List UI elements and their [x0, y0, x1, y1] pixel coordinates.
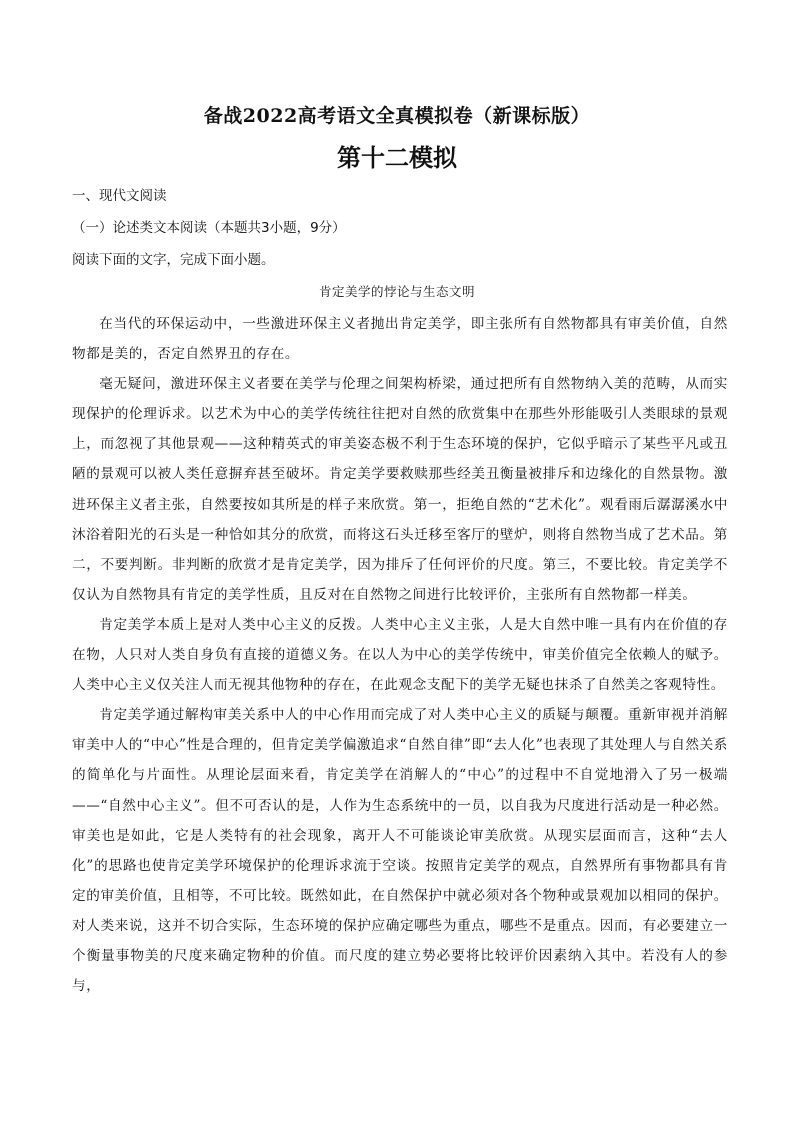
article-paragraph: 肯定美学本质上是对人类中心主义的反拨。人类中心主义主张，人是大自然中唯一具有内在价值的存在物，人只对人类自身负有直接的道德义务。在以人为中心的美学传统中，审美价值完全依赖人的赋予。人类中心主义仅关注人而无视其他物种的存在，在此观念支配下的美学无疑也抹杀了自然美之客观特性。 [72, 616, 728, 694]
article-body [72, 309, 728, 1001]
article-paragraph: 在当代的环保运动中，一些激进环保主义者抛出肯定美学，即主张所有自然物都具有审美价值，自然物都是美的，否定自然界丑的存在。 [72, 316, 728, 363]
section-subheading: （一）论述类文本阅读（本题共3小题，9分） [72, 220, 346, 236]
document-title: 备战2022高考语文全真模拟卷（新课标版） [203, 105, 591, 127]
article-paragraph: 肯定美学通过解构审美关系中人的中心作用而完成了对人类中心主义的质疑与颠覆。重新审视并消解审美中人的“中心”性是合理的，但肯定美学偏激追求“自然自律”即“去人化”也表现了其处理人与自然关系的简单化与片面性。从理论层面来看，肯定美学在消解人的“中心”的过程中不自觉地滑入了另一极端——“自然中心主义”。但不可否认的是，人作为生态系统中的一员，以自我为尺度进行活动是一种必然。审美也是如此，它是人类特有的社会现象，离开人不可能谈论审美欣赏。从现实层面而言，这种“去人化”的思路也使肯定美学环境保护的伦理诉求流于空谈。按照肯定美学的观点，自然界所有事物都具有肯定的审美价值，且相等，不可比较。既然如此，在自然保护中就必须对各个物种或景观加以相同的保护。对人类来说，这并不切合实际，生态环境的保护应确定哪些为重点，哪些不是重点。因而，有必要建立一个衡量事物美的尺度来确定物种的价值。而尺度的建立势必要将比较评价因素纳入其中。若没有人的参与， [72, 707, 728, 995]
reading-instruction: 阅读下面的文字，完成下面小题。 [72, 252, 275, 268]
document-subtitle: 第十二模拟 [337, 144, 457, 172]
article-title: 肯定美学的悖论与生态文明 [318, 284, 475, 299]
section-heading: 一、现代文阅读 [72, 188, 167, 204]
article-paragraph: 毫无疑问，激进环保主义者要在美学与伦理之间架构桥梁，通过把所有自然物纳入美的范畴，从而实现保护的伦理诉求。以艺术为中心的美学传统往往把对自然的欣赏集中在那些外形能吸引人类眼球的景观上，而忽视了其他景观——这种精英式的审美姿态极不利于生态环境的保护，它似乎暗示了某些平凡或丑陋的景观可以被人类任意摒弃甚至破坏。肯定美学要救赎那些经美丑衡量被排斥和边缘化的自然景物。激进环保主义者主张，自然要按如其所是的样子来欣赏。第一，拒绝自然的“艺术化”。观看雨后潺潺溪水中沐浴着阳光的石头是一种恰如其分的欣赏，而将这石头迁移至客厅的壁炉，则将自然物当成了艺术品。第二，不要判断。非判断的欣赏才是肯定美学，因为排斥了任何评价的尺度。第三，不要比较。肯定美学不仅认为自然物具有肯定的美学性质，且反对在自然物之间进行比较评价，主张所有自然物都一样美。 [72, 376, 728, 603]
